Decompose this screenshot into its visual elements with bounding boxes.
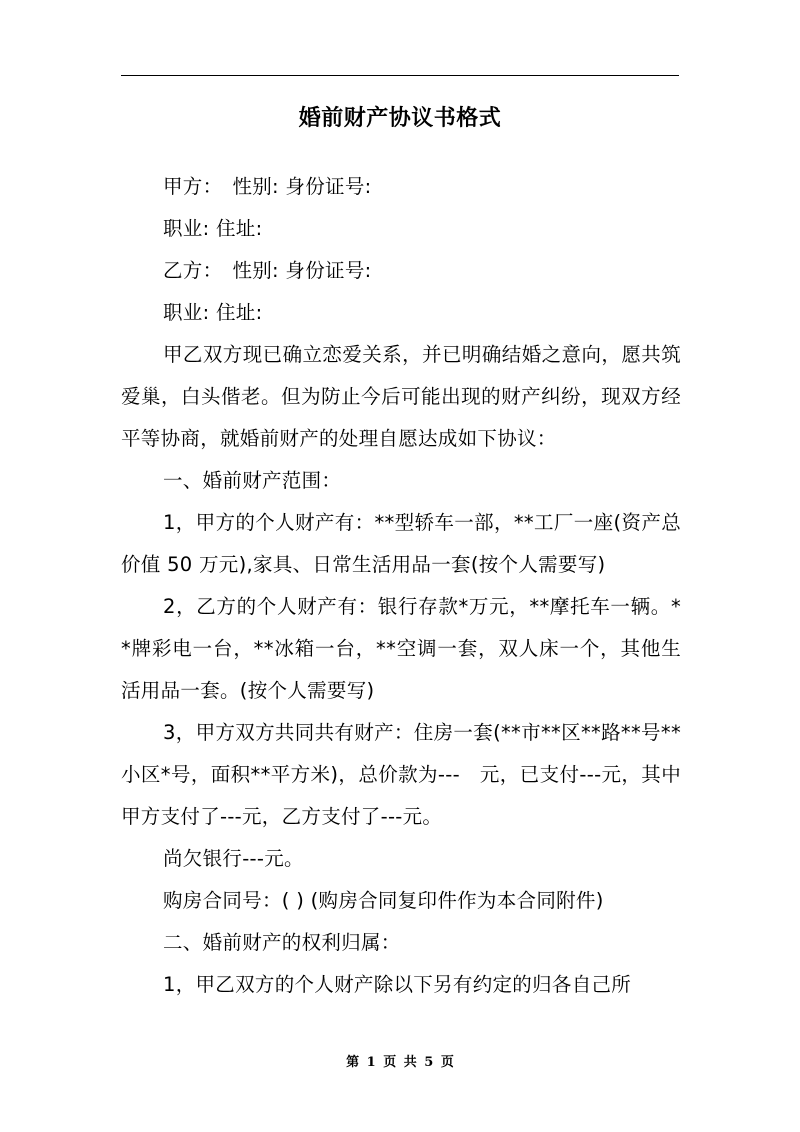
contract-number-line: 购房合同号：( ) (购房合同复印件作为本合同附件) (163, 889, 604, 912)
clause-1-3: 3，甲方双方共同共有财产：住房一套(**市**区**路**号**小区*号，面积**平方米)，总价款为--- 元，已支付---元，其中甲方支付了---元，乙方支付了---元。 (121, 721, 681, 828)
page-number: 第 1 页 共 5 页 (346, 1055, 454, 1070)
clause-2-1: 1，甲乙双方的个人财产除以下另有约定的归各自己所 (163, 973, 632, 996)
bank-debt-line: 尚欠银行---元。 (163, 847, 304, 870)
clause-1-2: 2，乙方的个人财产有：银行存款*万元，**摩托车一辆。**牌彩电一台，**冰箱一台，**空调一套，双人床一个，其他生活用品一套。(按个人需要写) (121, 595, 681, 702)
party-a-info: 甲方： 性别: 身份证号: (163, 175, 372, 198)
clause-1-1: 1，甲方的个人财产有：**型轿车一部，**工厂一座(资产总价值 50 万元),家具、日常生活用品一套(按个人需要写) (121, 511, 681, 576)
document-body (121, 166, 681, 1006)
header-rule (121, 75, 679, 76)
section-heading-1: 一、婚前财产范围： (163, 469, 342, 492)
document-title: 婚前财产协议书格式 (298, 106, 502, 131)
party-a-occupation: 职业: 住址: (163, 217, 263, 240)
party-b-info: 乙方： 性别: 身份证号: (163, 259, 372, 282)
preamble-paragraph: 甲乙双方现已确立恋爱关系，并已明确结婚之意向，愿共筑爱巢，白头偕老。但为防止今后可能出现的财产纠纷，现双方经平等协商，就婚前财产的处理自愿达成如下协议： (121, 343, 681, 450)
section-heading-2: 二、婚前财产的权利归属： (163, 931, 401, 954)
party-b-occupation: 职业: 住址: (163, 301, 263, 324)
